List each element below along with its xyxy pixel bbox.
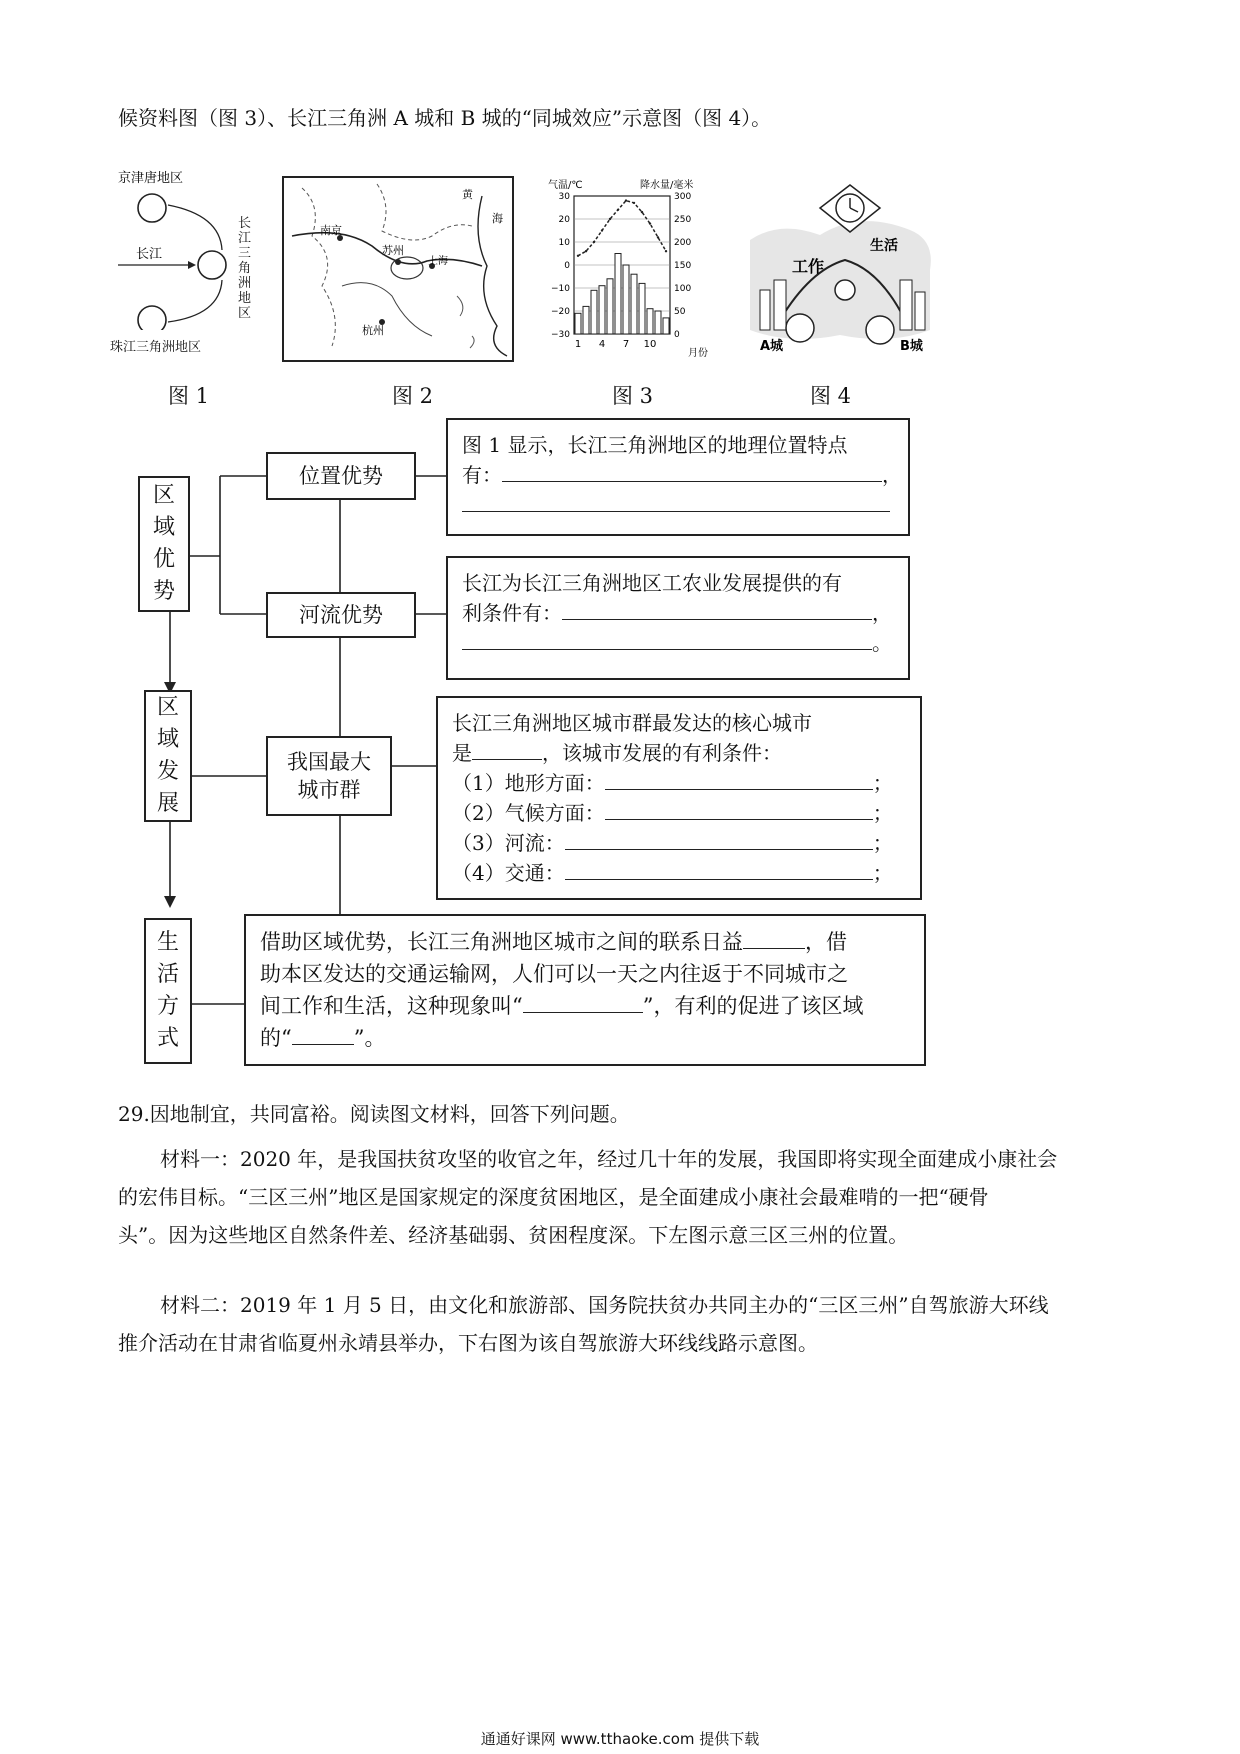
vlabel-char: 方 bbox=[156, 994, 179, 1019]
map-label-suzhou: 苏州 bbox=[382, 244, 404, 257]
vlabel-char: 优 bbox=[152, 547, 175, 572]
figure-3-caption: 图 3 bbox=[612, 384, 654, 408]
chart-left-tick-label: 20 bbox=[558, 215, 570, 225]
label-region-development-text bbox=[157, 692, 179, 820]
box2-line2-prefix: 利条件有： bbox=[462, 601, 562, 625]
box4-line4-a: 的“ bbox=[260, 1026, 292, 1050]
box4-line3-a: 间工作和生活，这种现象叫“ bbox=[260, 994, 523, 1018]
chart-x-axis-unit: 月份 bbox=[688, 348, 708, 359]
chart-right-tick-label: 200 bbox=[674, 238, 692, 248]
vlabel-char: 活 bbox=[156, 962, 179, 988]
vlabel-char: 式 bbox=[156, 1025, 179, 1051]
chart-left-tick-label: −30 bbox=[551, 330, 570, 340]
vlabel-char: 展 bbox=[156, 790, 179, 816]
label-lifestyle-text bbox=[157, 927, 179, 1055]
box3-line2-suffix: ，该城市发展的有利条件： bbox=[542, 741, 782, 765]
box3-climate-blank[interactable] bbox=[605, 801, 873, 820]
box3-item-transport: （4）交通： bbox=[452, 861, 565, 885]
map-label-huang: 黄 bbox=[462, 188, 473, 201]
box2-period: 。 bbox=[872, 631, 892, 655]
map-label-hangzhou: 杭州 bbox=[362, 324, 384, 337]
box-location-question bbox=[446, 418, 910, 536]
fig4-word-life: 生活 bbox=[870, 238, 898, 254]
vlabel-char: 域 bbox=[156, 727, 179, 753]
intro-line: 候资料图（图 3）、长江三角洲 A 城和 B 城的“同城效应”示意图（图 4）。 bbox=[118, 106, 772, 130]
material-2-line-1: 材料二：2019 年 1 月 5 日，由文化和旅游部、国务院扶贫办共同主办的“三区三州”自驾旅游大环线 bbox=[160, 1293, 1049, 1317]
chart-left-tick-label: 30 bbox=[558, 192, 570, 202]
node-location-advantage bbox=[266, 452, 416, 500]
box2-answer-blank-1[interactable] bbox=[562, 601, 872, 620]
box1-comma: ， bbox=[882, 463, 902, 487]
fig4-city-b: B城 bbox=[900, 339, 923, 354]
node-location-advantage-text: 位置优势 bbox=[299, 463, 383, 488]
box3-semicolon-3: ； bbox=[872, 831, 893, 855]
vlabel-char: 生 bbox=[156, 930, 179, 956]
chart-x-tick-label: 10 bbox=[643, 339, 657, 350]
material-1-line-2: 的宏伟目标。“三区三州”地区是国家规定的深度贫困地区，是全面建成小康社会最难啃的一把“硬骨 bbox=[118, 1185, 989, 1209]
node-largest-city-group bbox=[266, 736, 392, 816]
label-lifestyle bbox=[144, 918, 192, 1064]
box3-item-terrain: （1）地形方面： bbox=[452, 771, 605, 795]
chart-left-axis-title: 气温/℃ bbox=[548, 180, 583, 191]
chart-right-tick-label: 100 bbox=[674, 284, 692, 294]
fig1-label-river: 长江 bbox=[136, 247, 163, 262]
box3-river-blank[interactable] bbox=[565, 831, 873, 850]
arrow-down-2-head bbox=[164, 896, 176, 908]
fig1-label-bottom: 珠江三角洲地区 bbox=[110, 340, 202, 355]
map-label-hai: 海 bbox=[492, 212, 503, 225]
node-city-group-line1: 我国最大 bbox=[287, 749, 371, 774]
material-2-line-2: 推介活动在甘肃省临夏州永靖县举办，下右图为该自驾旅游大环线线路示意图。 bbox=[118, 1331, 818, 1355]
chart-left-tick-label: −20 bbox=[551, 307, 570, 317]
chart-x-tick-label: 7 bbox=[622, 339, 630, 350]
fig1-label-side: 长江三角洲地区 bbox=[238, 216, 252, 321]
figure-2-caption: 图 2 bbox=[392, 384, 434, 408]
figure-4-caption: 图 4 bbox=[810, 384, 852, 408]
box4-blank-2[interactable] bbox=[523, 994, 643, 1013]
box3-semicolon-4: ； bbox=[872, 861, 893, 885]
chart-right-tick-label: 0 bbox=[674, 330, 680, 340]
chart-right-axis-title: 降水量/毫米 bbox=[640, 180, 694, 191]
box1-line2-prefix: 有： bbox=[462, 463, 502, 487]
vlabel-char: 区 bbox=[152, 483, 175, 509]
box3-terrain-blank[interactable] bbox=[605, 771, 873, 790]
box-lifestyle-question bbox=[244, 914, 926, 1066]
box4-blank-3[interactable] bbox=[292, 1026, 354, 1045]
material-2 bbox=[118, 1286, 1128, 1362]
figure-1-caption: 图 1 bbox=[168, 384, 210, 408]
box2-answer-blank-2[interactable] bbox=[462, 631, 872, 650]
box3-transport-blank[interactable] bbox=[565, 861, 873, 880]
box3-semicolon-1: ； bbox=[872, 771, 893, 795]
box4-line1-a: 借助区域优势，长江三角洲地区城市之间的联系日益 bbox=[260, 930, 743, 954]
question-29-title: 29.因地制宜，共同富裕。阅读图文材料，回答下列问题。 bbox=[118, 1102, 630, 1126]
chart-left-tick-label: 0 bbox=[564, 261, 570, 271]
box-river-question bbox=[446, 556, 910, 680]
box3-line2-prefix: 是 bbox=[452, 741, 472, 765]
label-region-advantage-text bbox=[153, 480, 175, 608]
box4-line2: 助本区发达的交通运输网，人们可以一天之内往返于不同城市之 bbox=[260, 962, 848, 986]
material-1 bbox=[118, 1140, 1128, 1254]
vlabel-char: 势 bbox=[152, 578, 175, 604]
box2-comma: ， bbox=[872, 601, 892, 625]
fig1-label-top: 京津唐地区 bbox=[118, 171, 184, 186]
map-label-nanjing: 南京 bbox=[320, 224, 342, 237]
fig4-city-a: A城 bbox=[760, 339, 784, 354]
material-1-line-1: 材料一：2020 年，是我国扶贫攻坚的收官之年，经过几十年的发展，我国即将实现全面建成小康社会 bbox=[160, 1147, 1058, 1171]
box4-blank-1[interactable] bbox=[743, 930, 805, 949]
chart-x-tick-label: 1 bbox=[574, 339, 582, 350]
node-city-group-line2: 城市群 bbox=[297, 778, 361, 802]
map-label-shanghai: 上海 bbox=[428, 256, 448, 267]
box1-answer-blank-1[interactable] bbox=[502, 463, 882, 482]
box2-line1: 长江为长江三角洲地区工农业发展提供的有 bbox=[462, 571, 842, 595]
material-1-line-3: 头”。因为这些地区自然条件差、经济基础弱、贫困程度深。下左图示意三区三州的位置。 bbox=[118, 1223, 909, 1247]
vlabel-char: 域 bbox=[152, 515, 175, 541]
box4-line1-b: ，借 bbox=[805, 930, 847, 954]
chart-right-tick-label: 150 bbox=[674, 261, 692, 271]
box-core-city-question bbox=[436, 696, 922, 900]
node-river-advantage bbox=[266, 592, 416, 638]
label-region-development bbox=[144, 690, 192, 822]
node-river-advantage-text: 河流优势 bbox=[299, 602, 383, 627]
box1-answer-blank-2[interactable] bbox=[462, 493, 890, 512]
chart-left-tick-label: 10 bbox=[558, 238, 570, 248]
vlabel-char: 发 bbox=[156, 759, 179, 784]
box3-item-climate: （2）气候方面： bbox=[452, 801, 605, 825]
chart-right-tick-label: 250 bbox=[674, 215, 692, 225]
box3-semicolon-2: ； bbox=[872, 801, 893, 825]
chart-right-tick-label: 50 bbox=[674, 307, 686, 317]
label-region-advantage bbox=[138, 476, 190, 612]
box4-line3-b: ”，有利的促进了该区域 bbox=[642, 994, 864, 1018]
page-footer: 通通好课网 www.tthaoke.com 提供下载 bbox=[480, 1730, 760, 1748]
chart-x-tick-label: 4 bbox=[598, 339, 606, 350]
fig4-word-work: 工作 bbox=[792, 257, 825, 276]
vlabel-char: 区 bbox=[156, 695, 179, 721]
box3-core-city-blank[interactable] bbox=[472, 741, 542, 760]
box1-line1: 图 1 显示，长江三角洲地区的地理位置特点 bbox=[462, 433, 848, 457]
box3-line1: 长江三角洲地区城市群最发达的核心城市 bbox=[452, 711, 812, 735]
chart-right-tick-label: 300 bbox=[674, 192, 692, 202]
box3-item-river: （3）河流： bbox=[452, 831, 565, 855]
chart-left-tick-label: −10 bbox=[551, 284, 570, 294]
box4-line4-b: ”。 bbox=[353, 1026, 386, 1050]
